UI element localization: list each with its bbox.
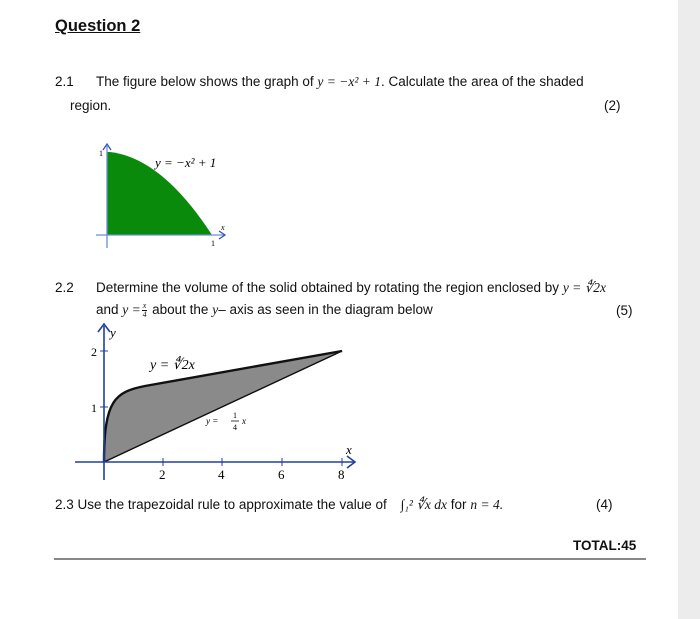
fig2-x-tick-2: 2 bbox=[159, 467, 166, 482]
fig2-upper-label: y = ∜2x bbox=[150, 358, 195, 373]
q22-curve2-lhs: y = bbox=[122, 302, 141, 318]
fig2-y-tick-2: 2 bbox=[91, 345, 97, 359]
q22-fraction bbox=[142, 302, 148, 319]
figure-parabola bbox=[92, 140, 242, 252]
q23-line bbox=[55, 497, 503, 513]
fig2-x-tick-8: 8 bbox=[338, 467, 345, 482]
fig2-lower-label-var: x bbox=[242, 416, 246, 426]
q22-and: and bbox=[96, 302, 119, 318]
q22-line2 bbox=[96, 302, 433, 319]
q22-frac-den: 4 bbox=[142, 310, 147, 319]
q23-marks: (4) bbox=[596, 497, 613, 512]
fig1-y-tick: 1 bbox=[99, 149, 103, 158]
q21-marks: (2) bbox=[604, 98, 621, 113]
q21-equation: y = −x² + 1 bbox=[317, 74, 382, 89]
q22-text-end: – axis as seen in the diagram below bbox=[218, 302, 433, 318]
q21-number: 2.1 bbox=[55, 74, 74, 89]
fig1-curve-label: y = −x² + 1 bbox=[155, 155, 217, 170]
fig2-y-tick-1: 1 bbox=[91, 401, 97, 415]
q21-line1 bbox=[96, 74, 584, 90]
fig2-y-label: y bbox=[110, 325, 116, 340]
fig2-lower-label-den: 4 bbox=[233, 423, 237, 432]
question-heading: Question 2 bbox=[55, 17, 141, 35]
fig2-lower-label-num: 1 bbox=[233, 411, 237, 420]
fig2-x-tick-4: 4 bbox=[218, 467, 225, 482]
q22-curve1: y = ∜2x bbox=[562, 280, 607, 295]
fig1-x-label: x bbox=[221, 223, 225, 232]
q22-marks: (5) bbox=[616, 303, 633, 318]
page-edge bbox=[678, 0, 700, 619]
q22-axis-var: y bbox=[212, 302, 219, 318]
q22-number: 2.2 bbox=[55, 280, 74, 295]
fig2-lower-label-lhs: y = bbox=[206, 416, 219, 426]
q23-text: Use the trapezoidal rule to approximate the value of bbox=[77, 497, 387, 512]
q23-number: 2.3 bbox=[55, 497, 74, 512]
fig2-x-label: x bbox=[346, 442, 352, 457]
total-marks: TOTAL:45 bbox=[573, 538, 637, 553]
q22-text-rest: about the bbox=[152, 302, 209, 318]
q22-line1 bbox=[96, 280, 606, 296]
q23-integral: ∫₁² ∜x dx bbox=[400, 497, 448, 512]
q22-text-line1: Determine the volume of the solid obtained by rotating the region enclosed by bbox=[96, 280, 560, 295]
q22-frac-num: x bbox=[142, 301, 147, 310]
q23-n-eq: n = 4. bbox=[470, 497, 504, 512]
bottom-divider bbox=[54, 558, 646, 560]
figure-rotation-region bbox=[70, 320, 370, 492]
q23-text-after: for bbox=[450, 497, 467, 512]
fig2-x-tick-6: 6 bbox=[278, 467, 285, 482]
q21-line2: region. bbox=[70, 98, 112, 113]
q21-text-after: . Calculate the area of the shaded bbox=[381, 74, 584, 89]
fig1-x-tick: 1 bbox=[211, 239, 215, 248]
q21-text-before: The figure below shows the graph of bbox=[96, 74, 318, 89]
